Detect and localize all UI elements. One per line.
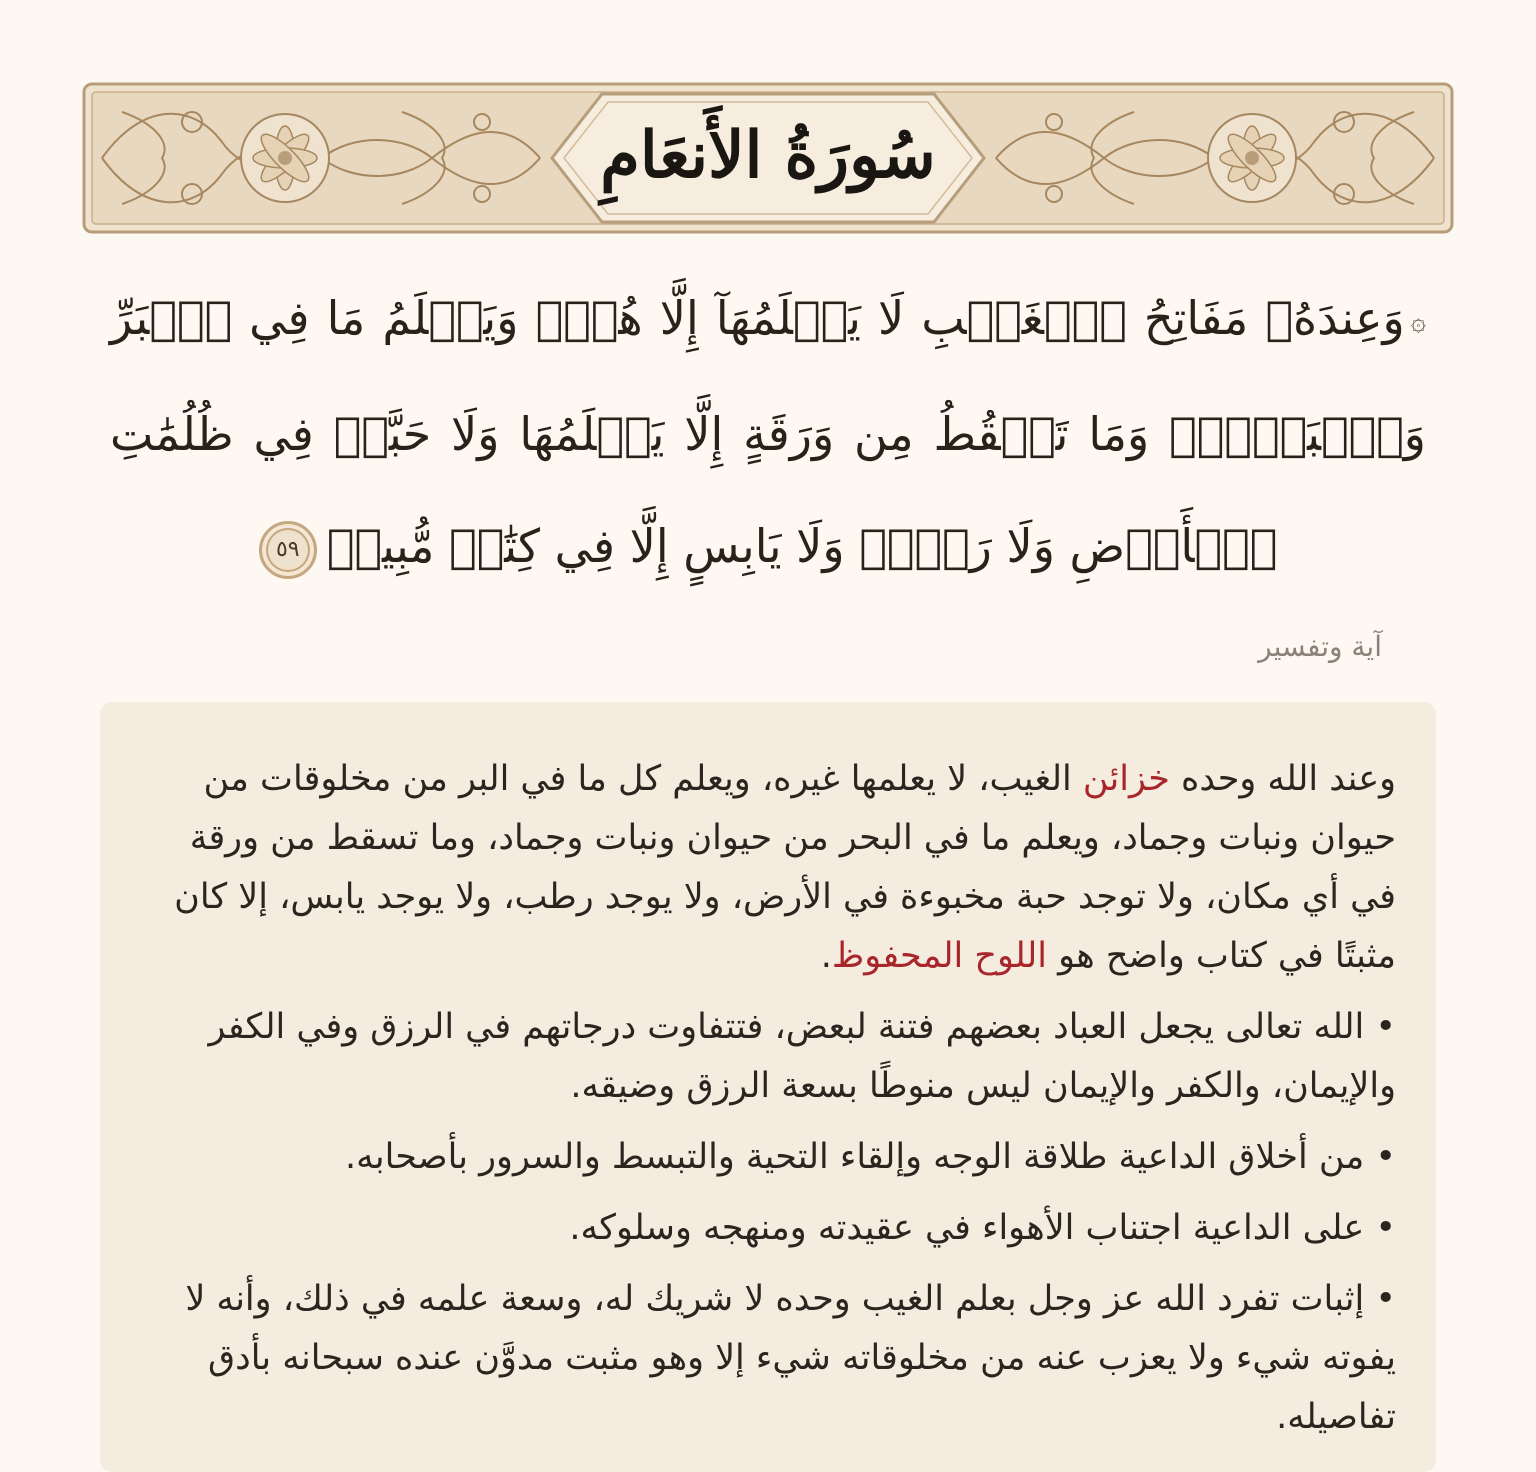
surah-title: سُورَةُ الأَنعَامِ [600, 118, 936, 193]
surah-header-banner [82, 82, 1454, 234]
tafsir-text-segment: الغيب، لا يعلمها غيره، ويعلم كل ما في البر من مخلوقات من حيوان ونبات وجماد، ويعلم ما في البحر من حيوان ونبات وجماد، وما تسقط من ورقة في أي مكان، ولا توجد حبة مخبوءة في الأرض، ولا يوجد رطب، ولا يوجد يابس، إلا كان مثبتًا في كتاب واضح هو [174, 759, 1396, 976]
tafsir-body [146, 750, 1396, 1459]
ayah-line-2: مِن وَرَقَةٍ إِلَّا يَعۡلَمُهَا وَلَا حَبَّةٖ فِي ظُلُمَٰتِ ٱلۡأَرۡضِ وَلَا رَطۡبٖ وَلَا يَابِسٍ إِلَّا فِي [110, 407, 1278, 573]
tafsir-bullet: • الله تعالى يجعل العباد بعضهم فتنة لبعض، فتتفاوت درجاتهم في الرزق وفي الكفر والإيمان، والكفر والإيمان ليس منوطًا بسعة الرزق وضيقه. [208, 1007, 1396, 1106]
rub-el-hizb-icon: ۞ [1410, 307, 1426, 337]
tafsir-text-segment: وعند الله وحده [1169, 759, 1396, 799]
ayah-line-1: وَعِندَهُۥ مَفَاتِحُ ٱلۡغَيۡبِ لَا يَعۡلَمُهَآ إِلَّا هُوَۚ وَيَعۡلَمُ مَا فِي ٱلۡبَرِّ وَٱلۡبَحۡرِۚ وَمَا تَسۡقُطُ [110, 291, 1426, 461]
tafsir-bullet: • من أخلاق الداعية طلاقة الوجه وإلقاء التحية والتبسط والسرور بأصحابه. [345, 1137, 1396, 1177]
ayah-line-3: كِتَٰبٖ مُّبِينٖ [326, 519, 541, 573]
tafsir-text-segment: . [820, 936, 832, 976]
ayah-text [110, 262, 1426, 602]
tafsir-paragraph [146, 750, 1396, 986]
ayah-number-badge: ٥٩ [259, 521, 317, 579]
tafsir-bullet: • إثبات تفرد الله عز وجل بعلم الغيب وحده لا شريك له، وسعة علمه في ذلك، وأنه لا يفوته شيء ولا يعزب عنه من مخلوقاته شيء إلا وهو مثبت مدوَّن عنده سبحانه بأدق تفاصيله. [185, 1279, 1396, 1437]
tafsir-highlight-khazain[interactable]: خزائن [1082, 759, 1170, 799]
section-label: آية وتفسير [1258, 630, 1382, 663]
tafsir-bullet: • على الداعية اجتناب الأهواء في عقيدته ومنهجه وسلوكه. [569, 1208, 1396, 1248]
tafsir-highlight-lawh[interactable]: اللوح المحفوظ [831, 936, 1048, 976]
